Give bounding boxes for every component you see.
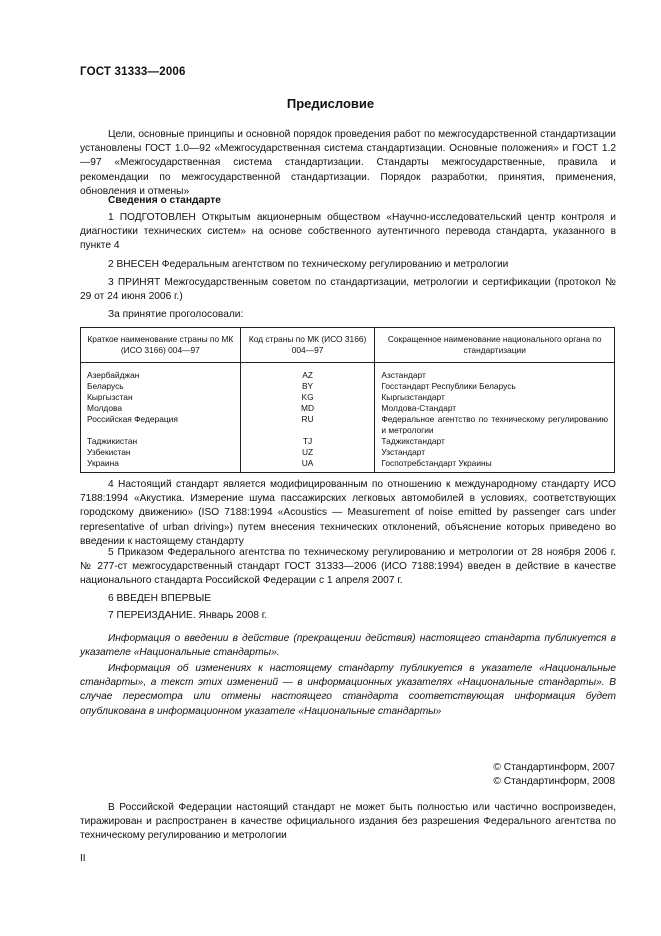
cell-country: Молдова bbox=[81, 403, 241, 414]
cell-body: Госстандарт Республики Беларусь bbox=[375, 381, 615, 392]
page-title: Предисловие bbox=[286, 96, 375, 111]
voting-table bbox=[80, 327, 615, 473]
reproduction-notice: В Российской Федерации настоящий стандарт не может быть полностью или частично воспроизведен, тиражирован и распространен в качестве официального издания без разрешения Федерального агентства по техническому регулированию и метрологии bbox=[80, 802, 616, 842]
cell-code: UA bbox=[240, 458, 375, 473]
cell-body: Федеральное агентство по техническому регулированию и метрологии bbox=[375, 414, 615, 436]
cell-country: Азербайджан bbox=[81, 363, 241, 382]
cell-country: Таджикистан bbox=[81, 436, 241, 447]
table-row bbox=[81, 363, 615, 382]
section-title: Сведения о стандарте bbox=[108, 195, 221, 206]
cell-body: Кыргызстандарт bbox=[375, 392, 615, 403]
cell-code: RU bbox=[240, 414, 375, 436]
table-row bbox=[81, 414, 615, 436]
document-id: ГОСТ 31333—2006 bbox=[80, 66, 186, 78]
cell-country: Украина bbox=[81, 458, 241, 473]
item-5: 5 Приказом Федерального агентства по техническому регулированию и метрологии от 28 ноября 2006 г. № 277-ст межгосударственный стандарт ГОСТ 31333—2006 (ИСО 7188:1994) введен в действие в качестве национального стандарта Российской Федерации с 1 апреля 2007 г. bbox=[80, 547, 616, 587]
vote-caption: За принятие проголосовали: bbox=[108, 309, 244, 320]
column-header-country: Краткое наименование страны по МК (ИСО 3166) 004—97 bbox=[81, 328, 241, 363]
copyright-2008: © Стандартинформ, 2008 bbox=[493, 776, 615, 787]
table-row bbox=[81, 381, 615, 392]
table-header-row bbox=[81, 328, 615, 363]
item-7: 7 ПЕРЕИЗДАНИЕ. Январь 2008 г. bbox=[108, 610, 268, 621]
cell-body: Госпотребстандарт Украины bbox=[375, 458, 615, 473]
info-paragraph-2: Информация об изменениях к настоящему стандарту публикуется в указателе «Национальные стандарты», а текст этих изменений — в информационных указателях «Национальные стандарты». В случае пересмотра или отмены настоящего стандарта соответствующая информация будет опубликована в информационном указателе «Национальные стандарты» bbox=[80, 663, 616, 717]
cell-code: TJ bbox=[240, 436, 375, 447]
cell-code: BY bbox=[240, 381, 375, 392]
table-row bbox=[81, 447, 615, 458]
table-row bbox=[81, 403, 615, 414]
table-row bbox=[81, 392, 615, 403]
table-row bbox=[81, 436, 615, 447]
cell-country: Узбекистан bbox=[81, 447, 241, 458]
cell-body: Узстандарт bbox=[375, 447, 615, 458]
cell-body: Молдова-Стандарт bbox=[375, 403, 615, 414]
cell-code: AZ bbox=[240, 363, 375, 382]
item-4: 4 Настоящий стандарт является модифицированным по отношению к международному стандарту ИСО 7188:1994 «Акустика. Измерение шума пассажирских легковых автомобилей в условиях, соответствующих городскому движению» (ISO 7188:1994 «Acoustics — Measurement of noise emitted by passenger cars under representative of urban driving») путем внесения технических отклонений, объяснение которых приведено во введении к настоящему стандарту bbox=[80, 479, 616, 547]
item-2: 2 ВНЕСЕН Федеральным агентством по техническому регулированию и метрологии bbox=[108, 259, 509, 270]
cell-code: KG bbox=[240, 392, 375, 403]
item-6: 6 ВВЕДЕН ВПЕРВЫЕ bbox=[108, 593, 212, 604]
cell-code: MD bbox=[240, 403, 375, 414]
column-header-code: Код страны по МК (ИСО 3166) 004—97 bbox=[240, 328, 375, 363]
table-row bbox=[81, 458, 615, 473]
cell-country: Беларусь bbox=[81, 381, 241, 392]
info-paragraph-1: Информация о введении в действие (прекращении действия) настоящего стандарта публикуется в указателе «Национальные стандарты». bbox=[80, 633, 616, 659]
item-3: 3 ПРИНЯТ Межгосударственным советом по стандартизации, метрологии и сертификации (протокол № 29 от 24 июня 2006 г.) bbox=[80, 277, 616, 303]
cell-country: Российская Федерация bbox=[81, 414, 241, 436]
intro-paragraph: Цели, основные принципы и основной порядок проведения работ по межгосударственной стандартизации установлены ГОСТ 1.0—92 «Межгосударственная система стандартизации. Основные положения» и ГОСТ 1.2—97 «Межгосударственная система стандартизации. Стандарты межгосударственные, правила и рекомендации по межгосударственной стандартизации. Порядок разработки, принятия, применения, обновления и отмены» bbox=[80, 129, 616, 197]
cell-body: Таджикстандарт bbox=[375, 436, 615, 447]
copyright-2007: © Стандартинформ, 2007 bbox=[493, 762, 615, 773]
cell-code: UZ bbox=[240, 447, 375, 458]
cell-country: Кыргызстан bbox=[81, 392, 241, 403]
column-header-body: Сокращенное наименование национального органа по стандартизации bbox=[375, 328, 615, 363]
cell-body: Азстандарт bbox=[375, 363, 615, 382]
page-number: II bbox=[80, 853, 86, 864]
item-1: 1 ПОДГОТОВЛЕН Открытым акционерным обществом «Научно-исследовательский центр контроля и диагностики технических систем» на основе собственного аутентичного перевода стандарта, указанного в пункте 4 bbox=[80, 212, 616, 252]
